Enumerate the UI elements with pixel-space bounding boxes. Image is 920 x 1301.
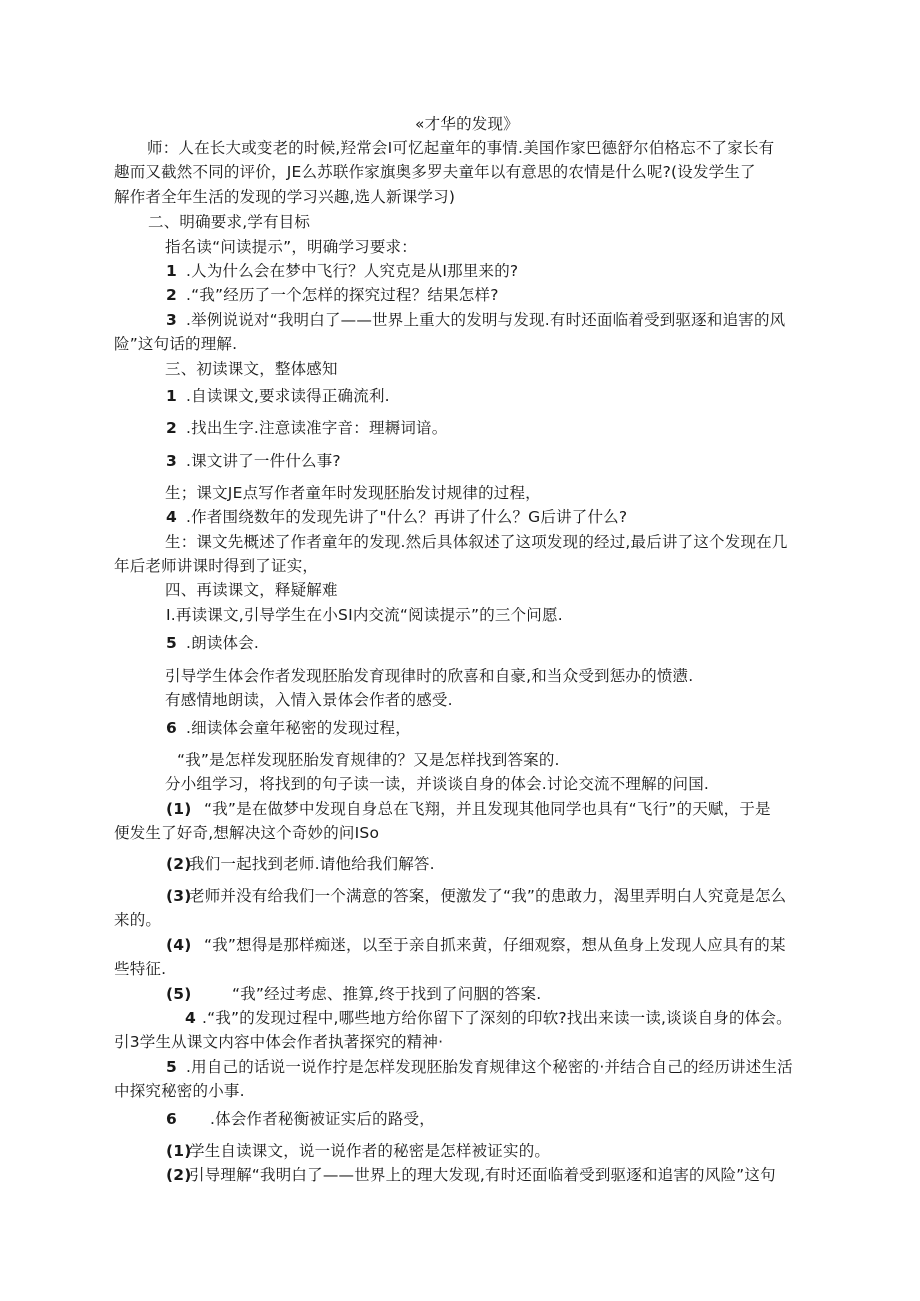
paragraph-line: 便发生了好奇,想解决这个奇妙的问ISo xyxy=(114,824,380,842)
list-item: 6 .体会作者秘衡被证实后的路受， xyxy=(166,1110,435,1128)
list-item: 3 .举例说说对“我明白了——世界上重大的发明与发现.有时还面临着受到驱逐和追害的风 xyxy=(166,311,786,329)
paragraph-line: 险”这句话的理解. xyxy=(114,335,238,353)
list-item: (5) “我”经过考虑、推算,终于找到了问胭的答案. xyxy=(166,985,542,1003)
list-item: (1)学生自读课文，说一说作者的秘密是怎样被证实的。 xyxy=(166,1142,551,1160)
paragraph-line: 有感情地朗读，入情入景体会作者的感受. xyxy=(165,691,453,709)
section-heading: 二、明确要求,学有目标 xyxy=(148,213,311,231)
list-item: 4 .“我”的发现过程中,哪些地方给你留下了深刻的印软?找出来读一读,谈谈自身的体会。 xyxy=(185,1009,792,1027)
paragraph-line: 分小组学习，将找到的句子读一读，并谈谈自身的体会.讨论交流不理解的问国. xyxy=(165,775,710,793)
paragraph-line: 引3学生从课文内容中体会作者执著探究的精神· xyxy=(114,1033,444,1051)
paragraph-line: 趣而又截然不同的评价，JE么苏联作家旗奥多罗夫童年以有意思的农情是什么呢?(设发学生了 xyxy=(114,163,756,181)
document-title: «才华的发现》 xyxy=(415,115,519,133)
section-heading: 三、初读课文，整体感知 xyxy=(165,360,338,378)
paragraph-line: 来的。 xyxy=(114,911,162,929)
list-item: (3)老师并没有给我们一个满意的答案，便激发了“我”的患敢力，渴里弄明白人究竟是怎么 xyxy=(166,887,787,905)
paragraph-line: 生；课文JE点写作者童年时发现胚胎发讨规律的过程， xyxy=(165,484,541,502)
section-heading: 四、再读课文，释疑解难 xyxy=(165,581,338,599)
list-item: 4 .作者围绕数年的发现先讲了"什么？再讲了什么？G后讲了什么? xyxy=(166,508,628,526)
paragraph-line: 年后老师讲课时得到了证实， xyxy=(114,557,319,575)
paragraph-line: 指名读“问读提示”，明确学习要求： xyxy=(165,238,417,256)
list-item: 3 .课文讲了一件什么事? xyxy=(166,452,341,470)
paragraph-line: 生：课文先概述了作者童年的发现.然后具体叙述了这项发现的经过,最后讲了这个发现在几 xyxy=(165,533,788,551)
paragraph-line: 中探究秘密的小事. xyxy=(114,1082,245,1100)
list-item: 5 .朗读体会. xyxy=(166,634,260,652)
paragraph-line: “我”是怎样发现胚胎发育规律的？又是怎样找到答案的. xyxy=(177,751,560,769)
list-item: (4) “我”想得是那样痴迷，以至于亲自抓来黄，仔细观察，想从鱼身上发现人应具有的某 xyxy=(166,936,786,954)
list-item: 2 .“我”经历了一个怎样的探究过程？结果怎样? xyxy=(166,286,499,304)
paragraph-line: 解作者全年生活的发现的学习兴趣,选人新课学习) xyxy=(114,188,456,206)
list-item: 1 .人为什么会在梦中飞行？人究克是从I那里来的? xyxy=(166,262,519,280)
list-item: 2 .找出生字.注意读准字音：理耨词谙。 xyxy=(166,419,448,437)
list-item: 5 .用自己的话说一说作拧是怎样发现胚胎发育规律这个秘密的·并结合自己的经历讲述生活 xyxy=(166,1058,793,1076)
list-item: (1) “我”是在做梦中发现自身总在飞翔，并且发现其他同学也具有“飞行”的天赋，于是 xyxy=(166,800,771,818)
paragraph-line: I.再读课文,引导学生在小SI内交流“阅读提示”的三个问愿. xyxy=(166,606,563,624)
list-item: (2)我们一起找到老师.请他给我们解答. xyxy=(166,855,435,873)
list-item: (2)引导理解“我明白了——世界上的理大发现,有时还面临着受到驱逐和追害的风险”这句 xyxy=(166,1166,776,1184)
list-item: 1 .自读课文,要求读得正确流利. xyxy=(166,387,390,405)
list-item: 6 .细读体会童年秘密的发现过程， xyxy=(166,719,411,737)
paragraph-line: 些特征. xyxy=(114,960,167,978)
paragraph-line: 师：人在长大或变老的时候,羟常会I可忆起童年的事情.美国作家巴德舒尔伯格忘不了家长有 xyxy=(147,139,775,157)
paragraph-line: 引导学生体会作者发现胚胎发育现律时的欣喜和自豪,和当众受到惩办的愤懑. xyxy=(165,667,694,685)
